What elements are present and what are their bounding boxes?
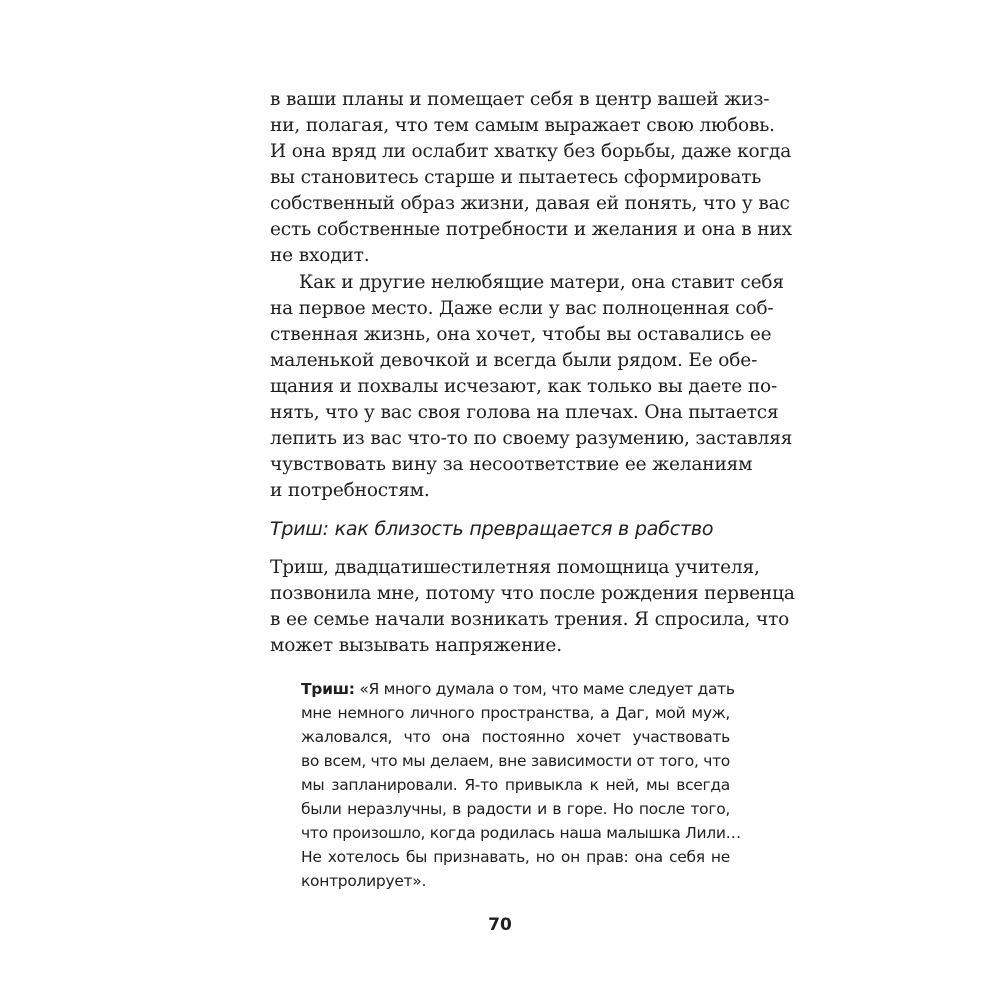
quote-line: мы запланировали. Я-то привыкла к ней, мы всегда <box>301 776 730 794</box>
quote-line: Не хотелось бы признавать, но он прав: она себя не <box>301 848 730 866</box>
quote-line: были неразлучны, в радости и в горе. Но после того, <box>301 800 730 818</box>
quote-text: «Я много думала о том, что маме следует дать <box>354 680 735 698</box>
quote-line: что произошло, когда родилась наша малышка Лили… <box>301 824 741 842</box>
paragraph-3-line: позвонила мне, потому что после рождения первенца <box>270 583 795 604</box>
quote-speaker: Триш: <box>301 680 355 698</box>
section-heading: Триш: как близость превращается в рабство <box>270 518 714 540</box>
paragraph-2-line: на первое место. Даже если у вас полноценная соб- <box>270 298 774 319</box>
paragraph-3-line: в ее семье начали возникать трения. Я спросила, что <box>270 609 790 630</box>
paragraph-2-line: маленькой девочкой и всегда были рядом. Ее обе- <box>270 350 758 371</box>
paragraph-2-line: и потребностям. <box>270 480 430 501</box>
paragraph-2-line: щания и похвалы исчезают, как только вы даете по- <box>270 376 778 397</box>
quote-line: контролирует». <box>301 872 427 890</box>
paragraph-1-line: есть собственные потребности и желания и она в них <box>270 219 792 240</box>
quote-line: во всем, что мы делаем, вне зависимости от того, что <box>301 752 730 770</box>
paragraph-1-line: не входит. <box>270 245 370 266</box>
paragraph-1-line: ни, полагая, что тем самым выражает свою любовь. <box>270 115 775 136</box>
quote-line: жаловался, что она постоянно хочет участвовать <box>301 728 730 746</box>
paragraph-1-line: в ваши планы и помещает себя в центр вашей жиз- <box>270 89 770 110</box>
paragraph-2-line: ственная жизнь, она хочет, чтобы вы оставались ее <box>270 324 772 345</box>
paragraph-1-line: вы становитесь старше и пытаетесь сформировать <box>270 167 762 188</box>
paragraph-3-line: может вызывать напряжение. <box>270 635 562 656</box>
quote-line: мне немного личного пространства, а Даг, мой муж, <box>301 704 730 722</box>
paragraph-1-line: И она вряд ли ослабит хватку без борьбы, даже когда <box>270 141 792 162</box>
paragraph-3-line: Триш, двадцатишестилетняя помощница учителя, <box>270 557 760 578</box>
quote-first-line <box>301 677 735 701</box>
paragraph-2-line: Как и другие нелюбящие матери, она ставит себя <box>299 272 784 293</box>
page-number: 70 <box>488 915 512 935</box>
paragraph-2-line: нять, что у вас своя голова на плечах. Она пытается <box>270 402 779 423</box>
paragraph-1-line: собственный образ жизни, давая ей понять, что у вас <box>270 193 790 214</box>
paragraph-2-line: лепить из вас что-то по своему разумению, заставляя <box>270 428 793 449</box>
paragraph-2-line: чувствовать вину за несоответствие ее желаниям <box>270 454 753 475</box>
